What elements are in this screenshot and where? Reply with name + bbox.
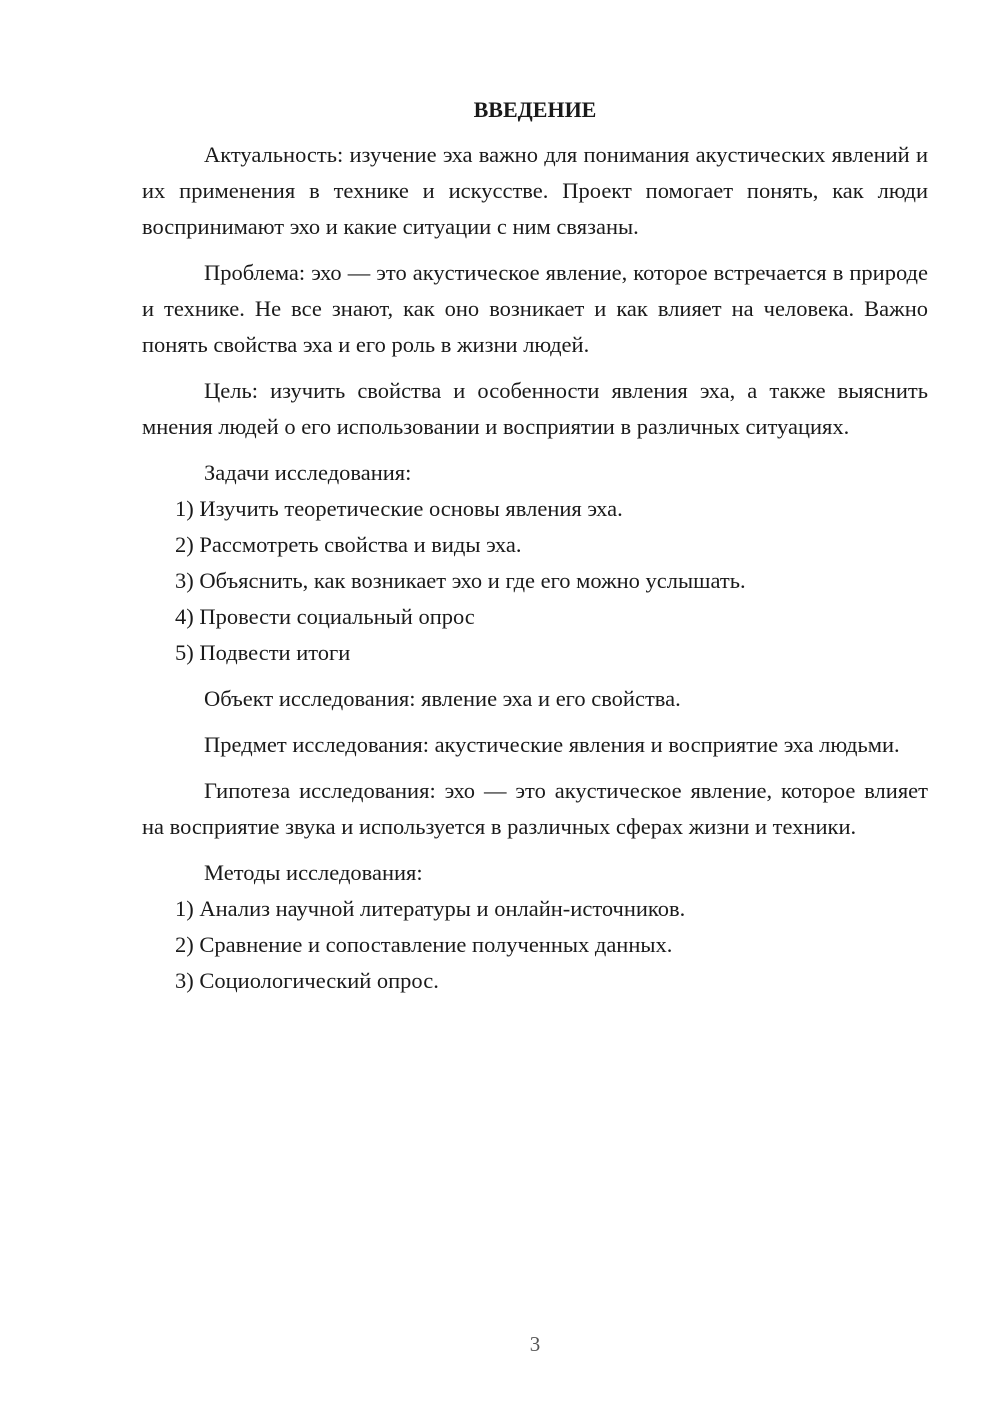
method-item: 2) Сравнение и сопоставление полученных данных. [175,932,673,957]
tasks-heading: Задачи исследования: [204,460,412,485]
task-item: 5) Подвести итоги [175,640,351,665]
problem-paragraph: Проблема: эхо — это акустическое явление, которое встречается в природе и технике. Не все знают, как оно возникает и как влияет на человека. Важно понять свойства эха и его роль в жизни людей. [142,260,928,357]
object-paragraph: Объект исследования: явление эха и его свойства. [204,686,681,711]
method-item: 3) Социологический опрос. [175,968,439,993]
relevance-paragraph: Актуальность: изучение эха важно для понимания акустических явлений и их применения в технике и искусстве. Проект помогает понять, как люди воспринимают эхо и какие ситуации с ним связаны. [142,142,928,239]
task-item: 1) Изучить теоретические основы явления эха. [175,496,623,521]
goal-paragraph: Цель: изучить свойства и особенности явления эха, а также выяснить мнения людей о его использовании и восприятии в различных ситуациях. [142,378,928,439]
task-item: 2) Рассмотреть свойства и виды эха. [175,532,522,557]
task-item: 3) Объяснить, как возникает эхо и где его можно услышать. [175,568,746,593]
methods-heading: Методы исследования: [204,860,423,885]
method-item: 1) Анализ научной литературы и онлайн-источников. [175,896,686,921]
hypothesis-paragraph: Гипотеза исследования: эхо — это акустическое явление, которое влияет на восприятие звука и используется в различных сферах жизни и техники. [142,778,928,839]
subject-paragraph: Предмет исследования: акустические явления и восприятие эха людьми. [204,732,900,757]
page-number: 3 [529,1332,541,1356]
page-content [142,92,928,999]
task-item: 4) Провести социальный опрос [175,604,475,629]
page-title: ВВЕДЕНИЕ [473,97,597,122]
